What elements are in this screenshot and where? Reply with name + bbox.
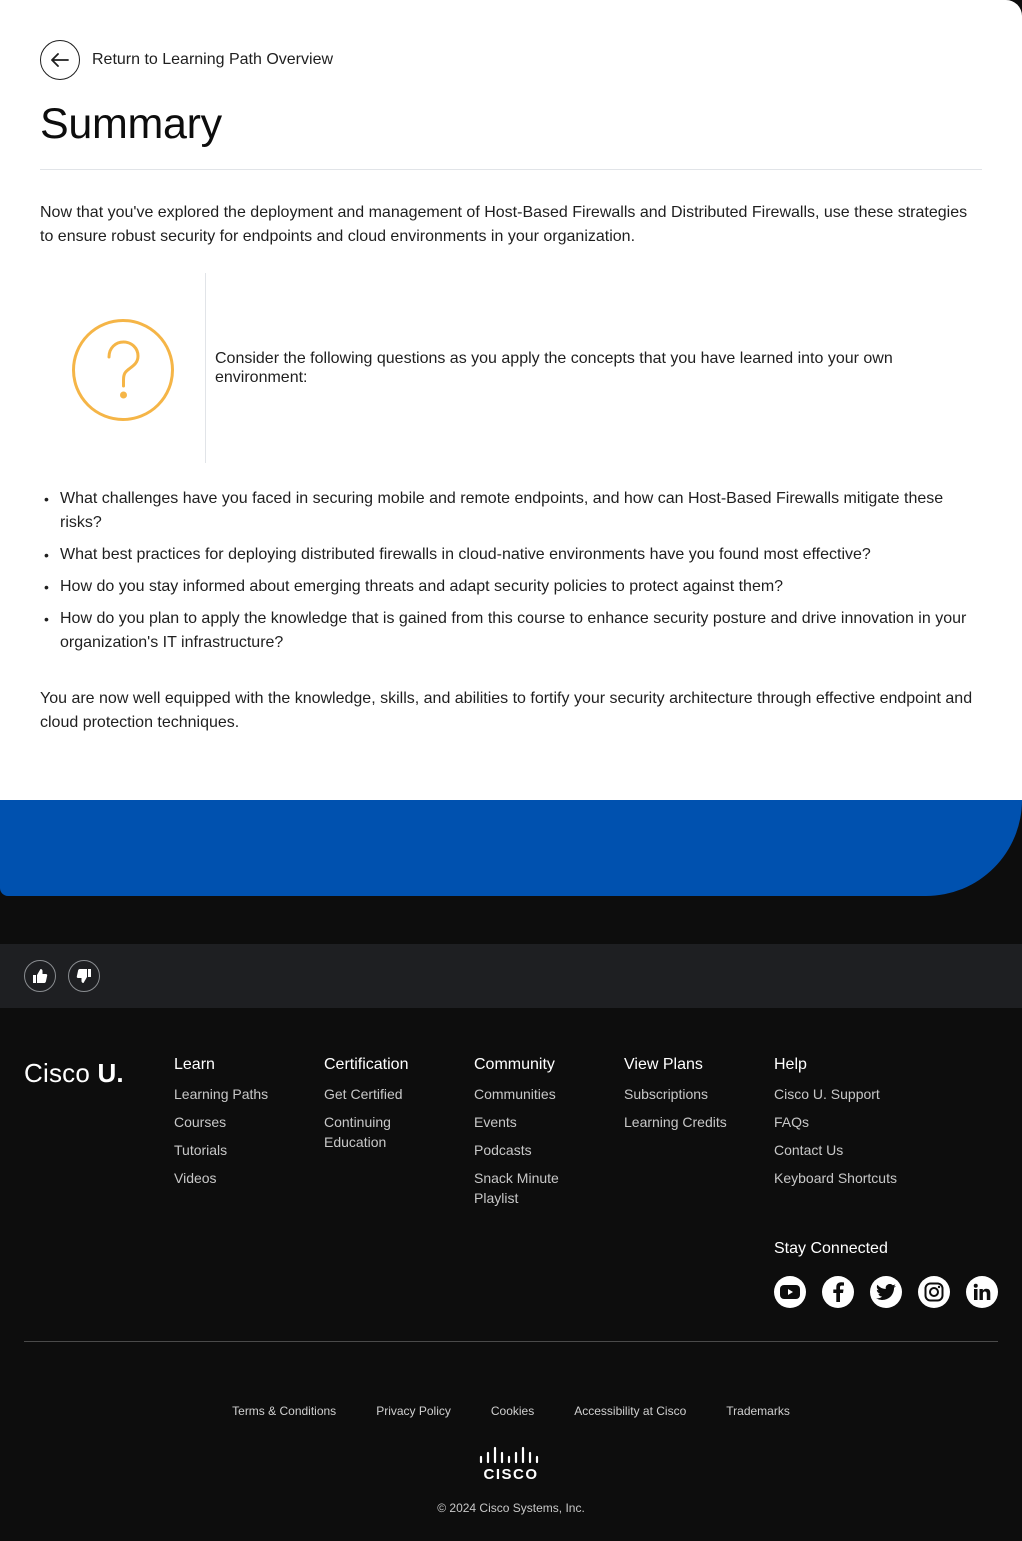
footer-column-certification — [324, 1055, 434, 1160]
legal-links — [0, 1404, 1022, 1418]
intro-paragraph: Now that you've explored the deployment and management of Host-Based Firewalls and Distributed Firewalls, use these strategies to ensure robust security for endpoints and cloud environments in your organization. — [40, 204, 968, 245]
footer-heading: Learn — [174, 1056, 215, 1073]
footer-link-events[interactable]: Events — [474, 1114, 517, 1130]
footer-column-community — [474, 1055, 584, 1216]
list-item: • What challenges have you faced in securing mobile and remote endpoints, and how can Host-Based Firewalls mitigate these risks? — [40, 487, 982, 535]
footer-link-learning-paths[interactable]: Learning Paths — [174, 1086, 269, 1102]
legal-link-cookies[interactable]: Cookies — [490, 1404, 535, 1418]
footer-link-contact-us[interactable]: Contact Us — [774, 1142, 844, 1158]
footer-link-courses[interactable]: Courses — [174, 1114, 227, 1130]
footer-link-keyboard-shortcuts[interactable]: Keyboard Shortcuts — [774, 1170, 897, 1186]
twitter-icon[interactable] — [870, 1276, 902, 1308]
footer-heading: Community — [474, 1056, 555, 1073]
blue-decorative-band — [0, 800, 1022, 896]
legal-link-terms[interactable]: Terms & Conditions — [232, 1404, 337, 1418]
legal-link-accessibility[interactable]: Accessibility at Cisco — [574, 1404, 687, 1418]
site-footer — [0, 1008, 1022, 1541]
footer-link-support[interactable]: Cisco U. Support — [774, 1086, 880, 1102]
list-item: • What best practices for deploying distributed firewalls in cloud-native environments have you found most effective? — [40, 543, 982, 567]
brand-text: Cisco — [24, 1058, 91, 1088]
footer-heading: Certification — [324, 1056, 409, 1073]
footer-link-snack-minute-playlist[interactable]: Snack Minute Playlist — [474, 1170, 559, 1206]
cisco-logo-text: CISCO — [483, 1466, 539, 1481]
return-to-overview-link[interactable] — [40, 40, 333, 80]
footer-column-learn — [174, 1055, 314, 1196]
thumbs-up-icon — [32, 968, 48, 984]
question-list — [40, 487, 982, 663]
cisco-u-logo[interactable] — [24, 1058, 124, 1089]
list-item: • How do you plan to apply the knowledge that is gained from this course to enhance security posture and drive innovation in your organization's IT infrastructure? — [40, 607, 982, 655]
footer-column-help — [774, 1055, 974, 1196]
thumbs-down-button[interactable] — [68, 960, 100, 992]
footer-column-view-plans — [624, 1055, 764, 1140]
cisco-logo[interactable] — [478, 1445, 544, 1481]
legal-link-privacy[interactable]: Privacy Policy — [376, 1404, 451, 1418]
facebook-icon[interactable] — [822, 1276, 854, 1308]
youtube-icon[interactable] — [774, 1276, 806, 1308]
footer-link-communities[interactable]: Communities — [474, 1086, 556, 1102]
footer-link-subscriptions[interactable]: Subscriptions — [624, 1086, 709, 1102]
page-title: Summary — [40, 100, 222, 148]
footer-link-videos[interactable]: Videos — [174, 1170, 217, 1186]
thumbs-up-button[interactable] — [24, 960, 56, 992]
instagram-icon[interactable] — [918, 1276, 950, 1308]
thumbs-down-icon — [76, 968, 92, 984]
reflection-callout — [40, 273, 982, 463]
footer-link-get-certified[interactable]: Get Certified — [324, 1086, 403, 1102]
footer-link-tutorials[interactable]: Tutorials — [174, 1142, 228, 1158]
footer-link-faqs[interactable]: FAQs — [774, 1114, 810, 1130]
footer-link-learning-credits[interactable]: Learning Credits — [624, 1114, 727, 1130]
list-item: • How do you stay informed about emerging threats and adapt security policies to protect against them? — [40, 575, 982, 599]
footer-divider — [24, 1341, 998, 1342]
copyright-text: © 2024 Cisco Systems, Inc. — [437, 1501, 585, 1515]
legal-link-trademarks[interactable]: Trademarks — [726, 1404, 790, 1418]
footer-link-podcasts[interactable]: Podcasts — [474, 1142, 532, 1158]
brand-u: U. — [97, 1058, 124, 1088]
arrow-left-icon[interactable] — [40, 40, 80, 80]
stay-connected-heading: Stay Connected — [774, 1240, 888, 1257]
return-link-label[interactable]: Return to Learning Path Overview — [92, 51, 334, 68]
footer-heading: Help — [774, 1056, 807, 1073]
linkedin-icon[interactable] — [966, 1276, 998, 1308]
title-divider — [40, 169, 982, 170]
callout-icon-panel — [40, 273, 206, 463]
question-mark-icon — [70, 317, 176, 423]
footer-heading: View Plans — [624, 1056, 703, 1073]
callout-text: Consider the following questions as you apply the concepts that you have learned into your own environment: — [215, 350, 893, 386]
feedback-bar — [0, 944, 1022, 1008]
footer-link-continuing-education[interactable]: Continuing Education — [324, 1114, 391, 1150]
social-links — [774, 1276, 998, 1308]
closing-paragraph: You are now well equipped with the knowledge, skills, and abilities to fortify your security architecture through effective endpoint and cloud protection techniques. — [40, 690, 973, 731]
